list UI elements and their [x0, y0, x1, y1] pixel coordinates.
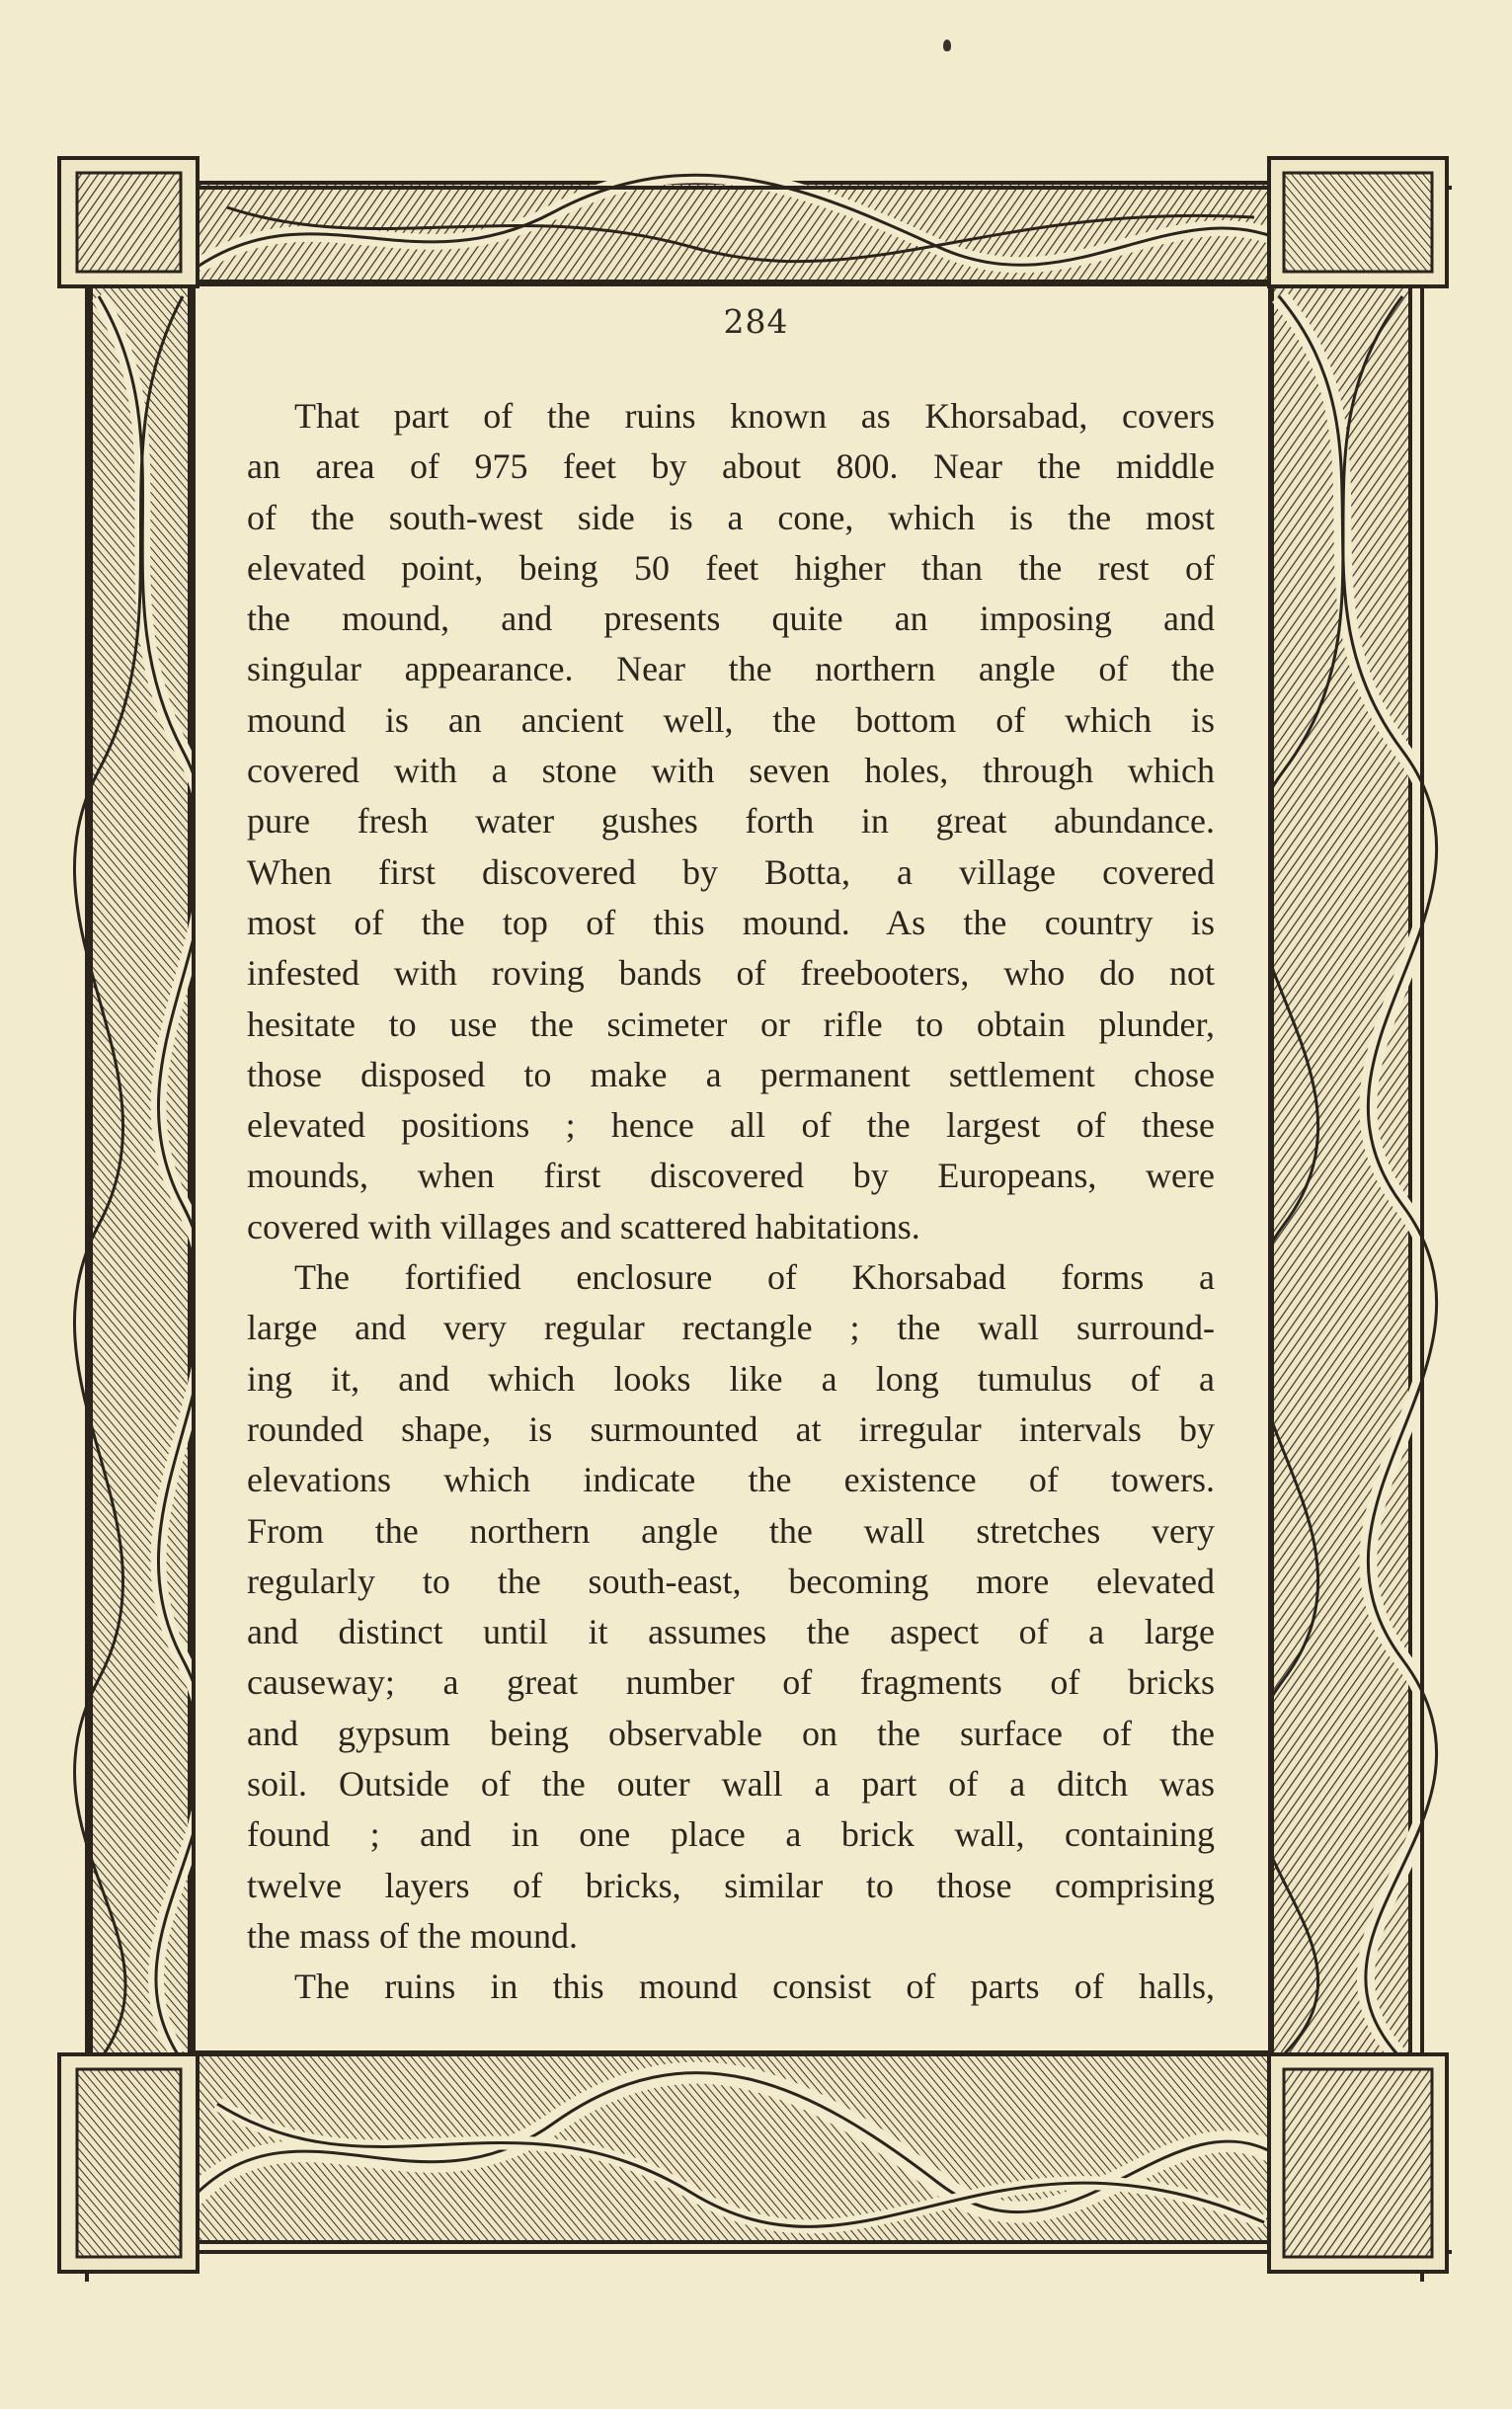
top-border-band — [173, 175, 1289, 281]
corner-ornament-top-left — [59, 158, 198, 286]
text-line: causeway; a great number of fragments of bricks — [247, 1662, 1215, 1703]
text-line: twelve layers of bricks, similar to those comprising — [247, 1865, 1215, 1905]
text-line: of the south-west side is a cone, which is the most — [247, 497, 1215, 537]
body-text — [247, 391, 1215, 2013]
text-line: rounded shape, is surmounted at irregular intervals by — [247, 1408, 1215, 1449]
text-line: singular appearance. Near the northern angle of the — [247, 649, 1215, 689]
text-line: soil. Outside of the outer wall a part of a ditch was — [247, 1764, 1215, 1805]
text-line: pure fresh water gushes forth in great abundance. — [247, 801, 1215, 842]
right-border-band — [1249, 272, 1436, 2069]
text-line: covered with a stone with seven holes, through which — [247, 751, 1215, 791]
text-line: those disposed to make a permanent settlement chose — [247, 1054, 1215, 1094]
text-line: most of the top of this mound. As the country is — [247, 902, 1215, 942]
page-number: 284 — [723, 302, 789, 341]
text-line: large and very regular rectangle ; the wall surround- — [247, 1308, 1215, 1348]
text-line: The fortified enclosure of Khorsabad forms a — [294, 1257, 1215, 1298]
text-line: the mass of the mound. — [247, 1915, 578, 1956]
text-line: hesitate to use the scimeter or rifle to obtain plunder, — [247, 1004, 1215, 1044]
text-line: found ; and in one place a brick wall, containing — [247, 1814, 1215, 1855]
text-line: and gypsum being observable on the surface of the — [247, 1713, 1215, 1753]
text-line: regularly to the south-east, becoming more elevated — [247, 1561, 1215, 1601]
text-line: infested with roving bands of freebooters, who do not — [247, 953, 1215, 994]
bottom-border-band — [173, 2054, 1289, 2242]
text-line: elevations which indicate the existence of towers. — [247, 1460, 1215, 1500]
text-line: mounds, when first discovered by Europeans, were — [247, 1156, 1215, 1196]
text-line: From the northern angle the wall stretches very — [247, 1510, 1215, 1551]
text-line: and distinct until it assumes the aspect of a large — [247, 1612, 1215, 1652]
corner-ornament-bottom-left — [59, 2054, 198, 2272]
text-line: When first discovered by Botta, a village covered — [247, 851, 1215, 892]
text-line: elevated positions ; hence all of the largest of these — [247, 1105, 1215, 1146]
corner-ornament-top-right — [1269, 158, 1447, 286]
text-line: the mound, and presents quite an imposing and — [247, 599, 1215, 639]
text-line: covered with villages and scattered habitations. — [247, 1206, 920, 1246]
text-line: ing it, and which looks like a long tumulus of a — [247, 1358, 1215, 1399]
text-line: an area of 975 feet by about 800. Near the middle — [247, 446, 1215, 487]
text-line: The ruins in this mound consist of parts of halls, — [294, 1967, 1215, 2007]
text-line: elevated point, being 50 feet higher than the rest of — [247, 547, 1215, 588]
text-line: That part of the ruins known as Khorsabad, covers — [294, 396, 1215, 436]
corner-ornament-bottom-right — [1269, 2054, 1447, 2272]
left-border-band — [74, 272, 206, 2069]
text-line: mound is an ancient well, the bottom of which is — [247, 699, 1215, 740]
